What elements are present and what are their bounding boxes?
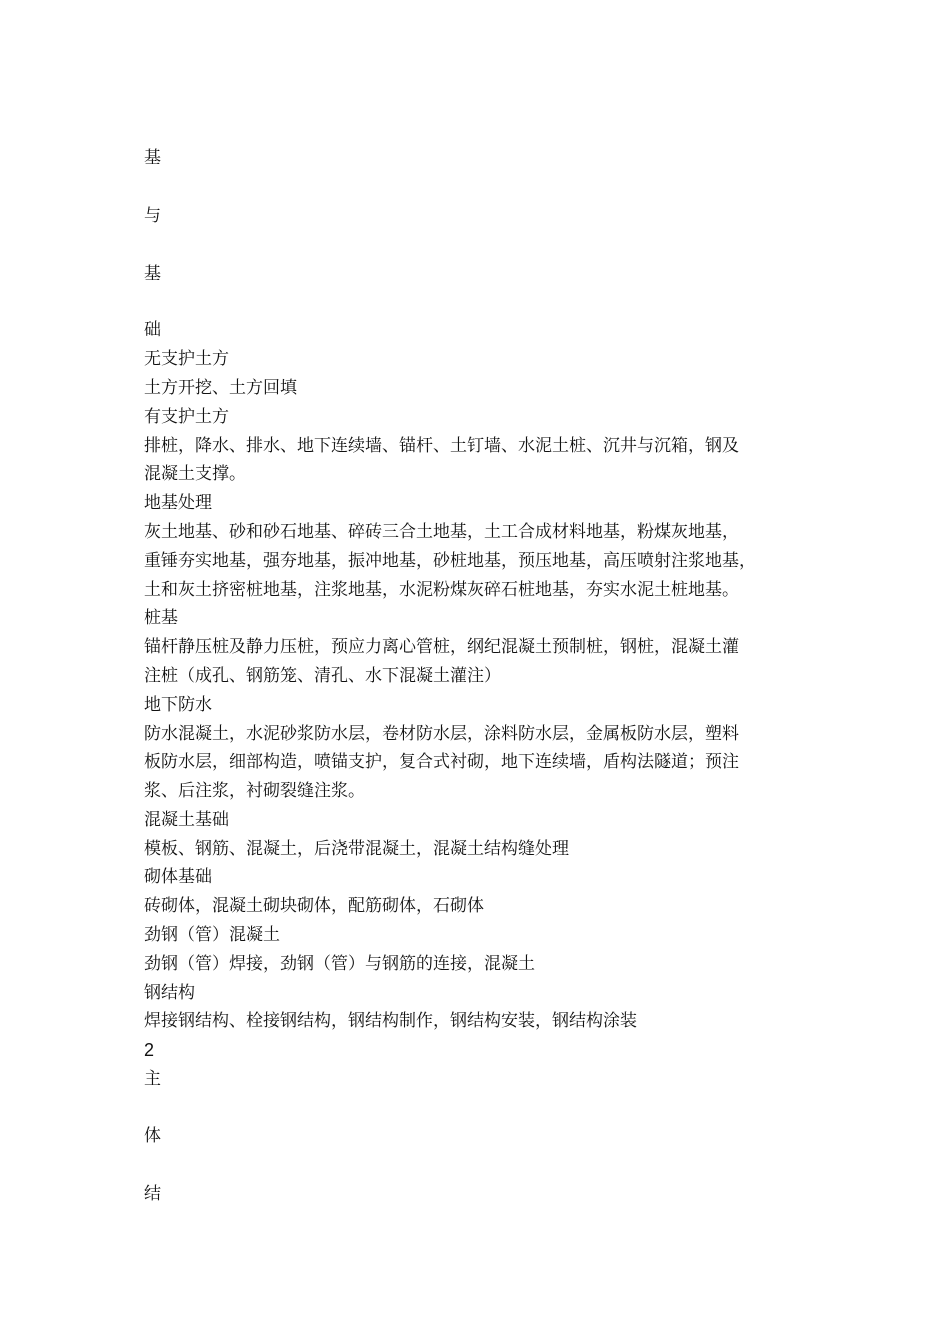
section-body-line: 土和灰土挤密桩地基，注浆地基，水泥粉煤灰碎石桩地基，夯实水泥土桩地基。 xyxy=(144,580,739,600)
section-body-line: 灰土地基、砂和砂石地基、碎砖三合土地基，土工合成材料地基，粉煤灰地基， xyxy=(144,522,739,542)
section-body-line: 排桩，降水、排水、地下连续墙、锚杆、土钉墙、水泥土桩、沉井与沉箱，钢及 xyxy=(144,436,739,456)
section-title: 地基处理 xyxy=(144,493,212,513)
section-body-line: 注桩（成孔、钢筋笼、清孔、水下混凝土灌注） xyxy=(144,666,501,686)
section-body-line: 锚杆静压桩及静力压桩，预应力离心管桩，纲纪混凝土预制桩，钢桩，混凝土灌 xyxy=(144,637,739,657)
section-title: 桩基 xyxy=(144,608,178,628)
vertical-heading-char: 体 xyxy=(144,1126,161,1146)
vertical-heading-char: 结 xyxy=(144,1184,161,1204)
section-title: 劲钢（管）混凝土 xyxy=(144,925,280,945)
vertical-heading-char: 与 xyxy=(144,206,161,226)
section-body-line: 土方开挖、土方回填 xyxy=(144,378,297,398)
vertical-heading-char: 基 xyxy=(144,264,161,284)
section-title: 钢结构 xyxy=(144,983,195,1003)
section-number: 2 xyxy=(144,1040,155,1060)
section-body-line: 重锤夯实地基，强夯地基，振冲地基，砂桩地基，预压地基，高压喷射注浆地基， xyxy=(144,551,756,571)
section-body-line: 模板、钢筋、混凝土，后浇带混凝土，混凝土结构缝处理 xyxy=(144,839,569,859)
section-title: 砌体基础 xyxy=(144,867,212,887)
section-body-line: 浆、后注浆，衬砌裂缝注浆。 xyxy=(144,781,365,801)
vertical-heading-char: 主 xyxy=(144,1069,161,1089)
section-title: 有支护土方 xyxy=(144,407,229,427)
section-body-line: 劲钢（管）焊接，劲钢（管）与钢筋的连接，混凝土 xyxy=(144,954,535,974)
section-title: 地下防水 xyxy=(144,695,212,715)
vertical-heading-char: 基 xyxy=(144,148,161,168)
section-body-line: 板防水层，细部构造，喷锚支护，复合式衬砌，地下连续墙，盾构法隧道；预注 xyxy=(144,752,739,772)
section-body-line: 混凝土支撑。 xyxy=(144,464,246,484)
section-title: 混凝土基础 xyxy=(144,810,229,830)
section-body-line: 砖砌体，混凝土砌块砌体，配筋砌体，石砌体 xyxy=(144,896,484,916)
vertical-heading-char: 础 xyxy=(144,320,161,340)
section-title: 无支护土方 xyxy=(144,349,229,369)
section-body-line: 焊接钢结构、栓接钢结构，钢结构制作，钢结构安装，钢结构涂装 xyxy=(144,1011,637,1031)
section-body-line: 防水混凝土，水泥砂浆防水层，卷材防水层，涂料防水层，金属板防水层，塑料 xyxy=(144,724,739,744)
